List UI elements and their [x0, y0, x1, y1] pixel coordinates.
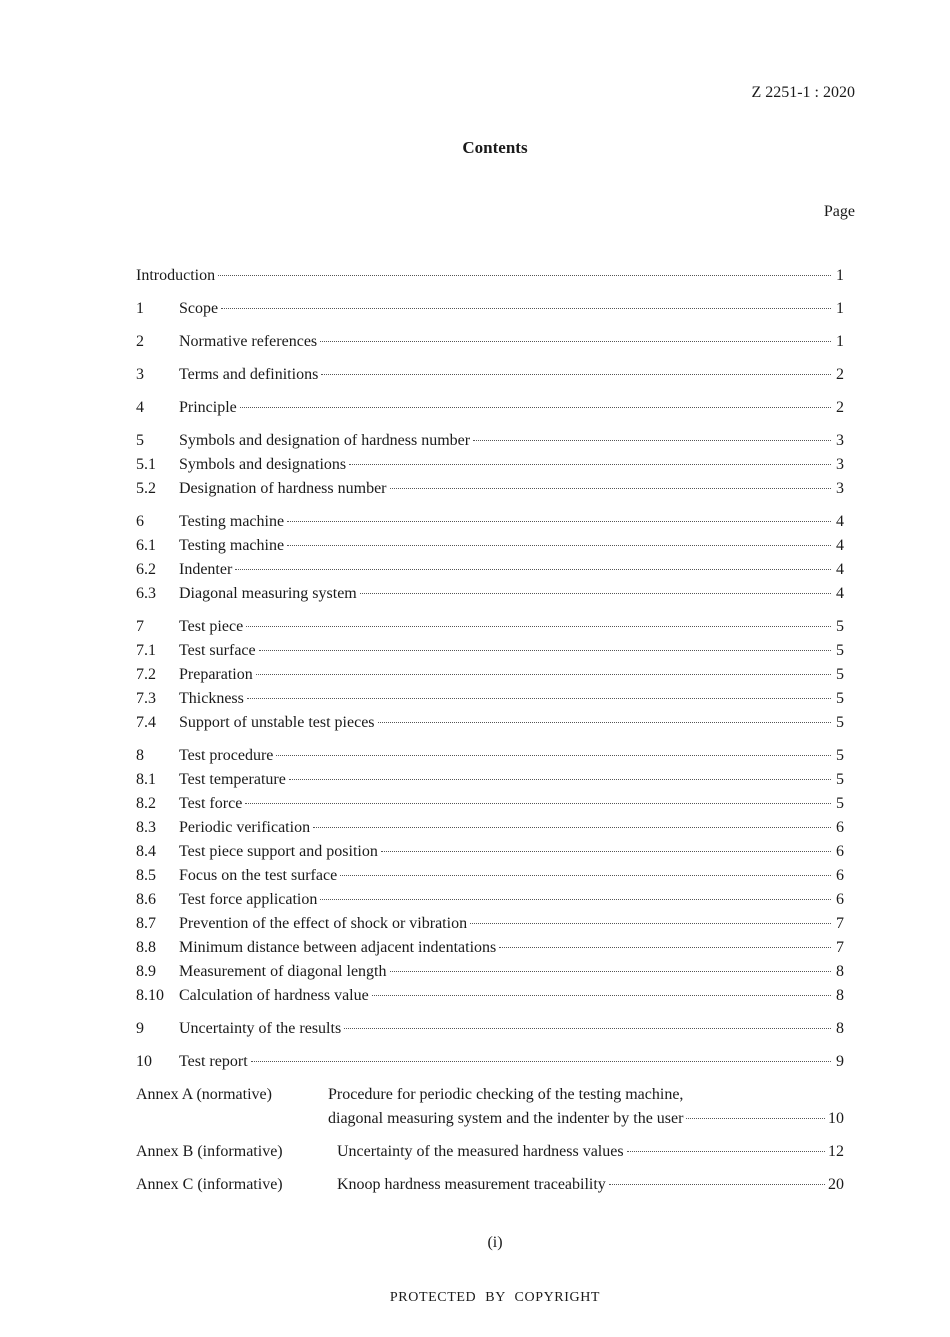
- toc-entry[interactable]: [136, 663, 844, 687]
- toc-entry-title: Support of unstable test pieces: [179, 714, 375, 731]
- toc-entry-page: 3: [836, 480, 844, 497]
- toc-entry-page: 3: [836, 432, 844, 449]
- toc-entry-page: 1: [836, 267, 844, 284]
- dot-leader: [372, 995, 831, 996]
- toc-entry[interactable]: [136, 615, 844, 639]
- toc-entry-number: 7.4: [136, 714, 156, 731]
- toc-entry-page: 7: [836, 939, 844, 956]
- dot-leader: [349, 464, 831, 465]
- toc-group: [136, 615, 844, 735]
- dot-leader: [320, 341, 831, 342]
- toc-entry[interactable]: [136, 888, 844, 912]
- toc-entry[interactable]: [136, 297, 844, 321]
- annex-label: Annex C (informative): [136, 1176, 283, 1193]
- toc-entry[interactable]: [136, 264, 844, 288]
- toc-entry-page: 6: [836, 867, 844, 884]
- toc-entry-page: 3: [836, 456, 844, 473]
- toc-entry-title: Thickness: [179, 690, 244, 707]
- toc-entry-number: 9: [136, 1020, 144, 1037]
- page-column-label: Page: [823, 203, 855, 220]
- annex-page: 10: [828, 1110, 844, 1127]
- toc-entry-title: Test piece support and position: [179, 843, 378, 860]
- annex-page: 20: [828, 1176, 844, 1193]
- toc-entry-page: 7: [836, 915, 844, 932]
- toc-entry[interactable]: [136, 864, 844, 888]
- toc-entry-page: 9: [836, 1053, 844, 1070]
- toc-entry-number: 8.1: [136, 771, 156, 788]
- standard-id: Z 2251-1 : 2020: [751, 84, 855, 101]
- toc-entry-title: Prevention of the effect of shock or vibration: [179, 915, 468, 932]
- toc-entry-number: 6.2: [136, 561, 156, 578]
- toc-entry[interactable]: [136, 330, 844, 354]
- toc-entry-number: 2: [136, 333, 144, 350]
- toc-entry[interactable]: [136, 912, 844, 936]
- dot-leader: [609, 1184, 825, 1185]
- annex-entry[interactable]: [136, 1173, 844, 1197]
- toc-entry[interactable]: [136, 687, 844, 711]
- toc-entry[interactable]: [136, 534, 844, 558]
- toc-entry[interactable]: [136, 816, 844, 840]
- dot-leader: [289, 779, 831, 780]
- toc-entry[interactable]: [136, 744, 844, 768]
- toc-entry-title: Principle: [179, 399, 237, 416]
- page-title: Contents: [462, 138, 528, 157]
- toc-group: [136, 264, 844, 288]
- toc-entry-number: 8.6: [136, 891, 156, 908]
- toc-entry-title: Testing machine: [179, 513, 285, 530]
- toc-entry[interactable]: [136, 558, 844, 582]
- toc-entry-title: Test force application: [179, 891, 318, 908]
- toc-entry-number: 5.2: [136, 480, 156, 497]
- toc-group: [136, 510, 844, 606]
- page-folio: (i): [487, 1234, 503, 1251]
- dot-leader: [218, 275, 831, 276]
- dot-leader: [321, 374, 831, 375]
- dot-leader: [381, 851, 831, 852]
- toc-entry-number: 8.10: [136, 987, 164, 1004]
- toc-entry-number: 7.2: [136, 666, 156, 683]
- annex-entry[interactable]: [136, 1140, 844, 1164]
- toc-entry-page: 5: [836, 747, 844, 764]
- dot-leader: [320, 899, 831, 900]
- toc-entry[interactable]: [136, 792, 844, 816]
- toc-group: [136, 396, 844, 420]
- toc-entry-title: Indenter: [179, 561, 233, 578]
- toc-entry-number: 8.4: [136, 843, 156, 860]
- toc-entry-number: 4: [136, 399, 144, 416]
- dot-leader: [473, 440, 831, 441]
- toc-entry-title: Symbols and designations: [179, 456, 347, 473]
- annex-title: Procedure for periodic checking of the testing machine,: [328, 1086, 684, 1103]
- toc-group: [136, 744, 844, 1008]
- toc-entry-title: Test procedure: [179, 747, 274, 764]
- toc-entry-number: 8.2: [136, 795, 156, 812]
- toc-entry-page: 5: [836, 714, 844, 731]
- toc-entry[interactable]: [136, 840, 844, 864]
- toc-entry-number: 7.3: [136, 690, 156, 707]
- toc-entry[interactable]: [136, 363, 844, 387]
- toc-entry-page: 4: [836, 513, 844, 530]
- toc-entry-page: 4: [836, 561, 844, 578]
- toc-entry[interactable]: [136, 711, 844, 735]
- dot-leader: [360, 593, 831, 594]
- dot-leader: [256, 674, 831, 675]
- toc-entry-title: Designation of hardness number: [179, 480, 387, 497]
- toc-entry[interactable]: [136, 639, 844, 663]
- toc-entry-page: 8: [836, 987, 844, 1004]
- dot-leader: [390, 488, 831, 489]
- toc-entry[interactable]: [136, 936, 844, 960]
- toc-entry[interactable]: [136, 453, 844, 477]
- toc-entry-title: Test report: [179, 1053, 248, 1070]
- toc-entry[interactable]: [136, 1017, 844, 1041]
- toc-entry[interactable]: [136, 510, 844, 534]
- toc-entry-number: 7: [136, 618, 144, 635]
- toc-group: [136, 297, 844, 321]
- toc-entry[interactable]: [136, 984, 844, 1008]
- dot-leader: [221, 308, 831, 309]
- toc-entry-page: 4: [836, 537, 844, 554]
- toc-entry-title: Focus on the test surface: [179, 867, 338, 884]
- toc-entry-number: 3: [136, 366, 144, 383]
- toc-entry[interactable]: [136, 960, 844, 984]
- annex-title: Knoop hardness measurement traceability: [337, 1176, 606, 1193]
- toc-entry-number: 8.3: [136, 819, 156, 836]
- toc-group: [136, 330, 844, 354]
- toc-entry-title: Test piece: [179, 618, 244, 635]
- toc-entry-page: 5: [836, 666, 844, 683]
- toc-group: [136, 1050, 844, 1074]
- toc-entry-title: Terms and definitions: [179, 366, 319, 383]
- toc-entry-page: 5: [836, 795, 844, 812]
- toc-entry-number: 1: [136, 300, 144, 317]
- dot-leader: [499, 947, 831, 948]
- toc-entry-title: Test temperature: [179, 771, 286, 788]
- toc-entry-title: Test force: [179, 795, 243, 812]
- dot-leader: [287, 521, 831, 522]
- toc-entry-title: Minimum distance between adjacent indentations: [179, 939, 497, 956]
- dot-leader: [240, 407, 831, 408]
- dot-leader: [340, 875, 831, 876]
- dot-leader: [344, 1028, 831, 1029]
- toc-entry-number: 10: [136, 1053, 152, 1070]
- toc-entry-number: 8.8: [136, 939, 156, 956]
- toc-entry-page: 2: [836, 399, 844, 416]
- copyright-notice: PROTECTED BY COPYRIGHT: [389, 1290, 601, 1305]
- toc-entry[interactable]: [136, 396, 844, 420]
- toc-entry-number: 5.1: [136, 456, 156, 473]
- dot-leader: [686, 1118, 825, 1119]
- toc-entry[interactable]: [136, 582, 844, 606]
- toc-group: [136, 429, 844, 501]
- toc-entry-number: 8: [136, 747, 144, 764]
- dot-leader: [251, 1061, 831, 1062]
- dot-leader: [470, 923, 831, 924]
- toc-entry-title: Introduction: [136, 267, 216, 284]
- toc-entry-page: 1: [836, 333, 844, 350]
- dot-leader: [246, 626, 831, 627]
- toc-group: [136, 1017, 844, 1041]
- toc-entry-page: 5: [836, 642, 844, 659]
- dot-leader: [259, 650, 831, 651]
- toc-entry-number: 8.5: [136, 867, 156, 884]
- toc-entry-title: Diagonal measuring system: [179, 585, 357, 602]
- toc-entry-page: 4: [836, 585, 844, 602]
- annex-list: [136, 1083, 844, 1197]
- toc-entry-page: 5: [836, 771, 844, 788]
- toc-entry-number: 6.3: [136, 585, 156, 602]
- dot-leader: [287, 545, 831, 546]
- toc-entry-page: 8: [836, 963, 844, 980]
- toc-entry-number: 8.9: [136, 963, 156, 980]
- dot-leader: [245, 803, 831, 804]
- toc-entry-title: Testing machine: [179, 537, 285, 554]
- dot-leader: [378, 722, 831, 723]
- toc-entry-page: 6: [836, 891, 844, 908]
- toc-entry-title: Symbols and designation of hardness number: [179, 432, 471, 449]
- toc-entry-page: 6: [836, 819, 844, 836]
- toc-entry-page: 1: [836, 300, 844, 317]
- toc-entry-number: 5: [136, 432, 144, 449]
- toc-entry-page: 2: [836, 366, 844, 383]
- toc-entry-page: 8: [836, 1020, 844, 1037]
- annex-page: 12: [828, 1143, 844, 1160]
- toc-entry[interactable]: [136, 1050, 844, 1074]
- table-of-contents: [136, 264, 844, 1206]
- dot-leader: [313, 827, 831, 828]
- toc-entry[interactable]: [136, 477, 844, 501]
- dot-leader: [627, 1151, 825, 1152]
- toc-entry-title: Calculation of hardness value: [179, 987, 369, 1004]
- annex-entry[interactable]: [136, 1083, 844, 1131]
- toc-entry-title: Uncertainty of the results: [179, 1020, 342, 1037]
- dot-leader: [235, 569, 831, 570]
- toc-entry-page: 5: [836, 690, 844, 707]
- toc-entry-title: Measurement of diagonal length: [179, 963, 387, 980]
- dot-leader: [276, 755, 831, 756]
- toc-entry-number: 6.1: [136, 537, 156, 554]
- toc-entry-number: 8.7: [136, 915, 156, 932]
- annex-label: Annex B (informative): [136, 1143, 283, 1160]
- toc-entry-title: Periodic verification: [179, 819, 311, 836]
- toc-entry-number: 7.1: [136, 642, 156, 659]
- annex-title: Uncertainty of the measured hardness values: [337, 1143, 624, 1160]
- dot-leader: [390, 971, 832, 972]
- dot-leader: [247, 698, 831, 699]
- toc-entry-title: Scope: [179, 300, 219, 317]
- toc-entry[interactable]: [136, 768, 844, 792]
- toc-group: [136, 363, 844, 387]
- toc-entry-title: Normative references: [179, 333, 318, 350]
- toc-entry-title: Test surface: [179, 642, 256, 659]
- annex-title: diagonal measuring system and the indenter by the user: [328, 1110, 684, 1127]
- toc-entry[interactable]: [136, 429, 844, 453]
- annex-label: Annex A (normative): [136, 1086, 272, 1103]
- toc-entry-title: Preparation: [179, 666, 253, 683]
- toc-entry-page: 6: [836, 843, 844, 860]
- toc-entry-number: 6: [136, 513, 144, 530]
- toc-entry-page: 5: [836, 618, 844, 635]
